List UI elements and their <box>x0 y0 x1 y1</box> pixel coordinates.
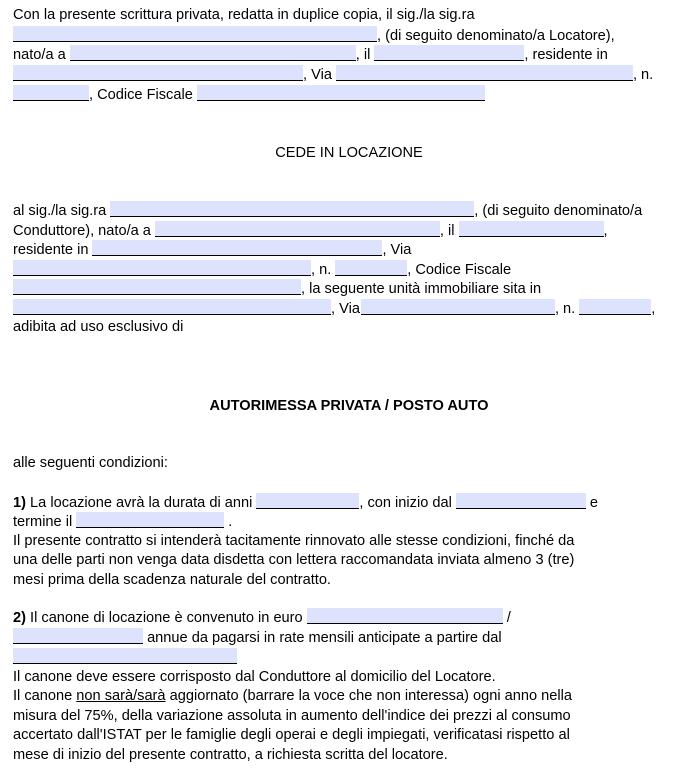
p2-line-6: , Via , n. , <box>13 299 655 319</box>
p2-line-4: , n. , Codice Fiscale <box>13 260 511 280</box>
locatore-number-field[interactable] <box>13 85 89 101</box>
conduttore-number-field[interactable] <box>335 260 407 276</box>
payment-start-date-field[interactable] <box>13 648 237 664</box>
immobile-city-field[interactable] <box>13 299 331 315</box>
c2-line-5: Il canone non sarà/sarà aggiornato (barrare la voce che non interessa) ogni anno nella <box>13 688 573 704</box>
heading-autorimessa: AUTORIMESSA PRIVATA / POSTO AUTO <box>209 398 489 414</box>
p2-line-2: Conduttore), nato/a a , il , <box>13 223 608 239</box>
locatore-name-field[interactable] <box>13 26 377 42</box>
c2-line-4: Il canone deve essere corrisposto dal Conduttore al domicilio del Locatore. <box>13 669 496 685</box>
p1-line-3: nato/a a , il , residente in <box>13 47 608 63</box>
conduttore-name-field[interactable] <box>110 201 474 217</box>
locatore-birthplace-field[interactable] <box>70 45 356 61</box>
locatore-fiscal-code-field[interactable] <box>197 85 485 101</box>
end-date-field[interactable] <box>76 512 224 528</box>
c1-line-2: termine il . <box>13 514 233 530</box>
p2-line-1: al sig./la sig.ra , (di seguito denominato/a <box>13 203 643 219</box>
p1-line-2: , (di seguito denominato/a Locatore), <box>13 26 615 46</box>
p2-line-5: , la seguente unità immobiliare sita in <box>13 279 541 299</box>
rent-amount-field[interactable] <box>307 608 503 624</box>
conduttore-street-field[interactable] <box>13 260 311 276</box>
c2-line-2: annue da pagarsi in rate mensili anticipate a partire dal <box>13 628 502 648</box>
start-date-field[interactable] <box>456 493 586 509</box>
c1-line-4: una delle parti non venga data disdetta con lettera raccomandata inviata almeno 3 (tre) <box>13 552 575 568</box>
locatore-street-field[interactable] <box>336 65 633 81</box>
c1-line-1: 1) La locazione avrà la durata di anni , con inizio dal e <box>13 495 599 511</box>
c2-line-6: misura del 75%, della variazione assoluta in aumento dell'indice dei prezzi al consumo <box>13 708 571 724</box>
conduttore-birthplace-field[interactable] <box>155 221 440 237</box>
conduttore-birthdate-field[interactable] <box>459 221 604 237</box>
c2-line-7: accertato dall'ISTAT per le famiglie degli operai e degli impiegati, verificatasi rispetto al <box>13 727 570 743</box>
c1-line-5: mesi prima della scadenza naturale del contratto. <box>13 572 331 588</box>
conduttore-residence-field[interactable] <box>92 240 382 256</box>
c1-line-3: Il presente contratto si intenderà tacitamente rinnovato alle stesse condizioni, finché da <box>13 533 575 549</box>
c2-line-3 <box>13 648 237 668</box>
c2-line-8: mese di inizio del presente contratto, a richiesta scritta del locatore. <box>13 747 448 763</box>
p1-line-5: , Codice Fiscale <box>13 85 485 105</box>
locatore-birthdate-field[interactable] <box>374 45 524 61</box>
conduttore-fiscal-code-field[interactable] <box>13 279 301 295</box>
rent-amount-words-field[interactable] <box>13 628 143 644</box>
locatore-residence-field[interactable] <box>13 65 303 81</box>
p2-line-3: residente in , Via <box>13 242 412 258</box>
immobile-number-field[interactable] <box>579 299 651 315</box>
p2-line-7: adibita ad uso esclusivo di <box>13 319 184 335</box>
duration-years-field[interactable] <box>256 493 359 509</box>
heading-cede-in-locazione: CEDE IN LOCAZIONE <box>275 145 423 161</box>
p1-line-1: Con la presente scrittura privata, redatta in duplice copia, il sig./la sig.ra <box>13 7 475 23</box>
immobile-street-field[interactable] <box>361 299 555 315</box>
p1-line-4: , Via , n. <box>13 65 653 85</box>
c2-line-1: 2) Il canone di locazione è convenuto in euro / <box>13 610 511 626</box>
conditions-intro: alle seguenti condizioni: <box>13 455 168 471</box>
